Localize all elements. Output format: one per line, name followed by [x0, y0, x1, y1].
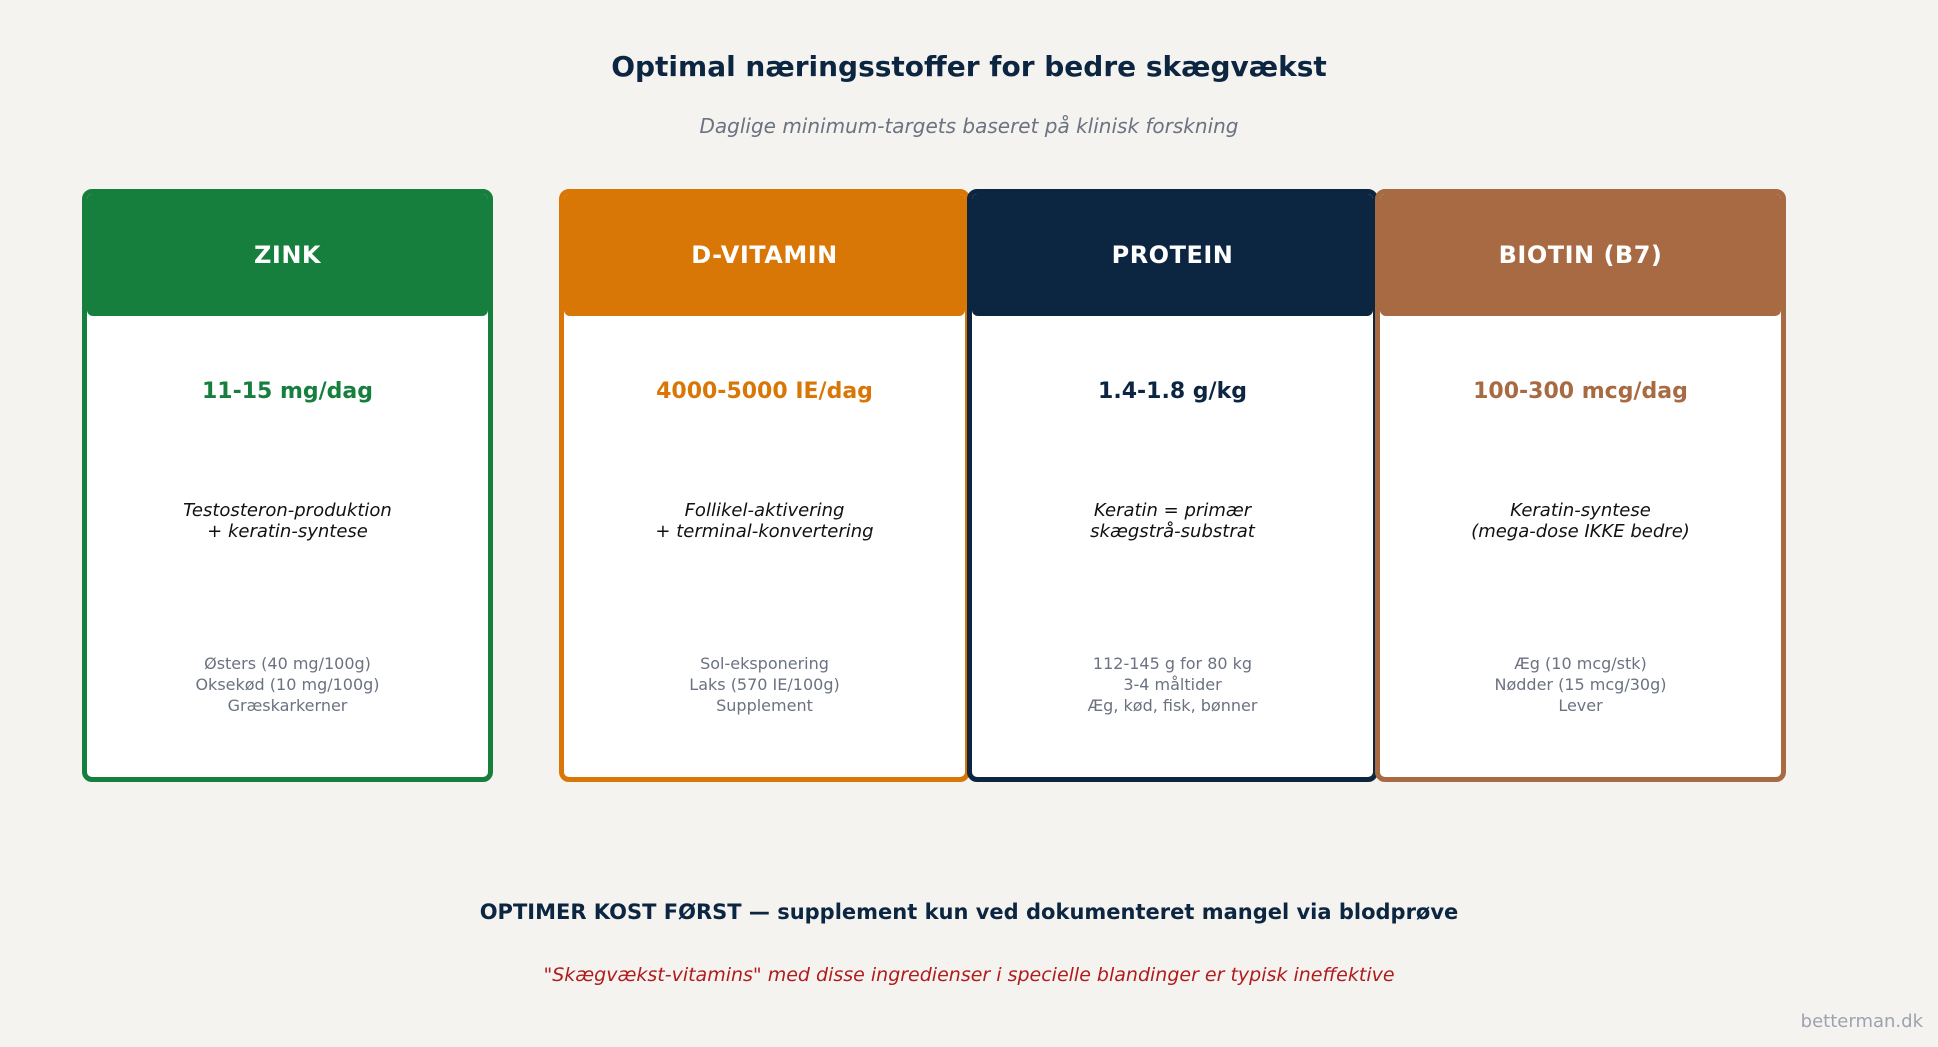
card-header-biotin: BIOTIN (B7)	[1380, 194, 1781, 316]
card-dose-zink: 11-15 mg/dag	[201, 379, 374, 404]
page-subtitle: Daglige minimum-targets baseret på klinisk forskning	[699, 114, 1239, 138]
card-dose-biotin: 100-300 mcg/dag	[1473, 379, 1688, 404]
card-protein	[967, 189, 1378, 782]
card-effect-biotin: Keratin-syntese (mega-dose IKKE bedre)	[1471, 500, 1690, 542]
card-zink	[82, 189, 493, 782]
card-sources-protein: 112-145 g for 80 kg 3-4 måltider Æg, kød, fisk, bønner	[1087, 654, 1258, 715]
card-effect-d-vitamin: Follikel-aktivering + terminal-konvertering	[655, 500, 874, 542]
card-effect-protein: Keratin = primær skægstrå-substrat	[1090, 500, 1255, 542]
card-header-d-vitamin: D-VITAMIN	[564, 194, 965, 316]
card-sources-biotin: Æg (10 mcg/stk) Nødder (15 mcg/30g) Lever	[1494, 654, 1667, 715]
card-header-zink: ZINK	[87, 194, 488, 316]
page-title: Optimal næringsstoffer for bedre skægvækst	[611, 50, 1327, 83]
card-effect-zink: Testosteron-produktion + keratin-syntese	[183, 500, 392, 542]
card-dose-d-vitamin: 4000-5000 IE/dag	[656, 379, 873, 404]
recommendation-note: OPTIMER KOST FØRST — supplement kun ved dokumenteret mangel via blodprøve	[479, 900, 1459, 924]
warning-note: "Skægvækst-vitamins" med disse ingredienser i specielle blandinger er typisk ineffektive	[543, 964, 1395, 986]
card-biotin	[1375, 189, 1786, 782]
card-d-vitamin	[559, 189, 970, 782]
site-watermark: betterman.dk	[1800, 1011, 1923, 1032]
card-sources-d-vitamin: Sol-eksponering Laks (570 IE/100g) Supplement	[689, 654, 840, 715]
card-sources-zink: Østers (40 mg/100g) Oksekød (10 mg/100g) Græskarkerner	[195, 654, 380, 715]
card-dose-protein: 1.4-1.8 g/kg	[1098, 379, 1247, 404]
card-header-protein: PROTEIN	[972, 194, 1373, 316]
